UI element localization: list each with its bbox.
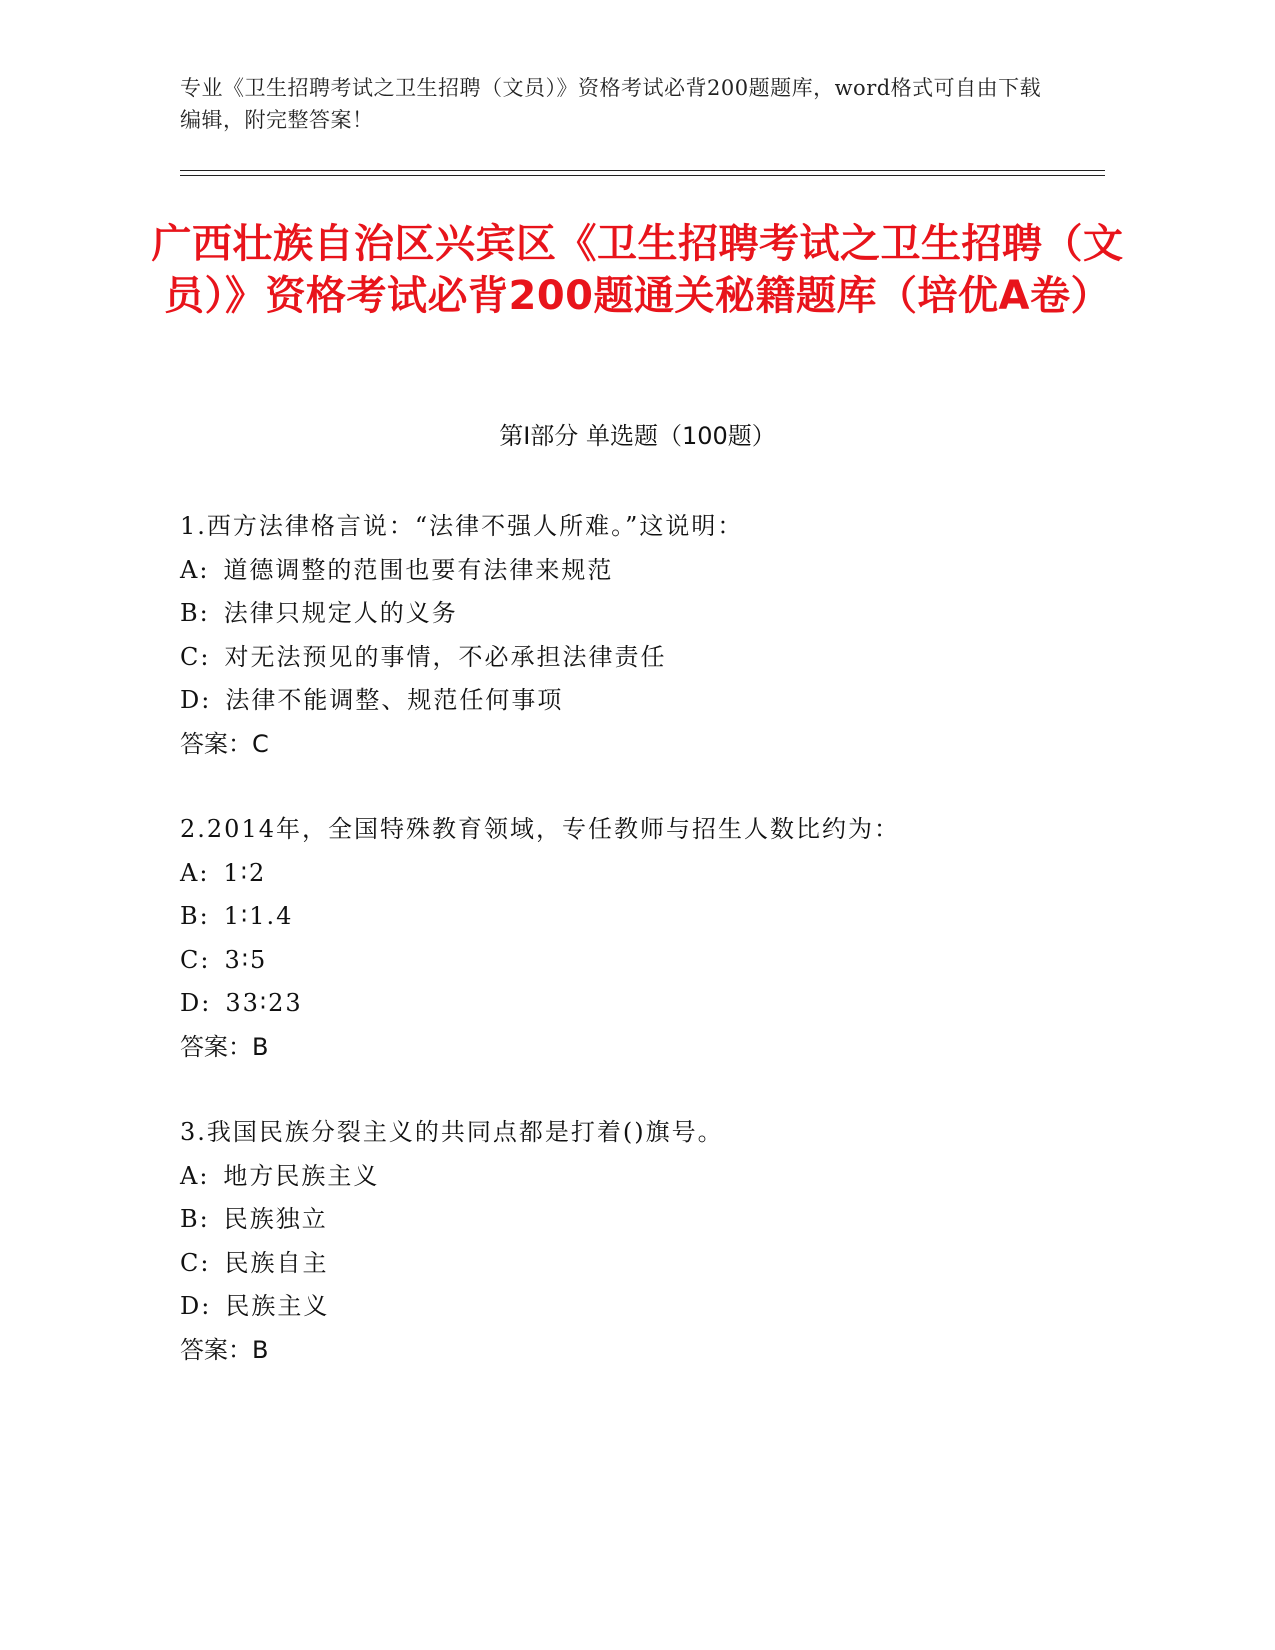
question-stem: 1.西方法律格言说：“法律不强人所难。”这说明：	[180, 512, 744, 540]
option-label: B:	[180, 1205, 210, 1233]
option-label: D:	[180, 686, 212, 714]
option-d	[180, 679, 1110, 723]
option-d	[180, 1285, 1110, 1329]
answer-line	[180, 723, 1110, 767]
option-label: B:	[180, 902, 210, 930]
option-c	[180, 1242, 1110, 1286]
question-3	[180, 1111, 1110, 1372]
question-stem: 3.我国民族分裂主义的共同点都是打着()旗号。	[180, 1118, 724, 1146]
header-divider-top	[180, 170, 1105, 171]
option-b	[180, 895, 1110, 939]
answer-prefix: 答案：	[180, 1335, 252, 1364]
option-text: 3∶5	[224, 945, 268, 974]
question-2	[180, 808, 1110, 1069]
option-d	[180, 982, 1110, 1026]
option-label: A:	[180, 1161, 210, 1190]
option-b	[180, 1198, 1110, 1242]
answer-prefix: 答案：	[180, 729, 252, 758]
option-a	[180, 549, 1110, 593]
option-text: 对无法预见的事情，不必承担法律责任	[224, 642, 667, 671]
option-text: 法律只规定人的义务	[223, 599, 458, 627]
answer-prefix: 答案：	[180, 1032, 252, 1061]
option-label: A:	[180, 555, 210, 584]
option-a	[180, 852, 1110, 896]
option-text: 民族自主	[224, 1248, 329, 1277]
option-text: 道德调整的范围也要有法律来规范	[223, 555, 614, 584]
answer-line	[180, 1329, 1110, 1373]
header-divider-bottom	[180, 175, 1105, 176]
option-text: 33∶23	[225, 989, 303, 1017]
option-c	[180, 636, 1110, 680]
answer-value: B	[252, 1335, 269, 1364]
document-title: 广西壮族自治区兴宾区《卫生招聘考试之卫生招聘（文员）》资格考试必背200题通关秘籍题库（培优A卷）	[151, 221, 1124, 319]
question-stem: 2.2014年，全国特殊教育领域，专任教师与招生人数比约为：	[180, 815, 900, 843]
option-a	[180, 1155, 1110, 1199]
answer-value: B	[252, 1032, 269, 1061]
option-label: B:	[180, 599, 210, 627]
option-text: 地方民族主义	[223, 1161, 380, 1190]
option-text: 民族独立	[223, 1205, 328, 1233]
question-1	[180, 505, 1110, 766]
option-label: C:	[180, 1248, 211, 1277]
option-text: 民族主义	[225, 1292, 330, 1320]
option-label: A:	[180, 858, 210, 887]
answer-line	[180, 1026, 1110, 1070]
answer-value: C	[252, 729, 269, 758]
option-c	[180, 939, 1110, 983]
option-label: D:	[180, 989, 212, 1017]
option-label: C:	[180, 642, 211, 671]
option-b	[180, 592, 1110, 636]
option-label: D:	[180, 1292, 212, 1320]
header-note: 专业《卫生招聘考试之卫生招聘（文员）》资格考试必背200题题库，word格式可自由下载编辑，附完整答案！	[180, 76, 1042, 132]
question-list	[180, 505, 1110, 1414]
section-title: 第Ⅰ部分 单选题（100题）	[499, 422, 776, 450]
option-text: 1∶2	[223, 858, 267, 887]
option-text: 法律不能调整、规范任何事项	[225, 686, 564, 714]
option-label: C:	[180, 945, 211, 974]
option-text: 1∶1.4	[223, 902, 294, 930]
